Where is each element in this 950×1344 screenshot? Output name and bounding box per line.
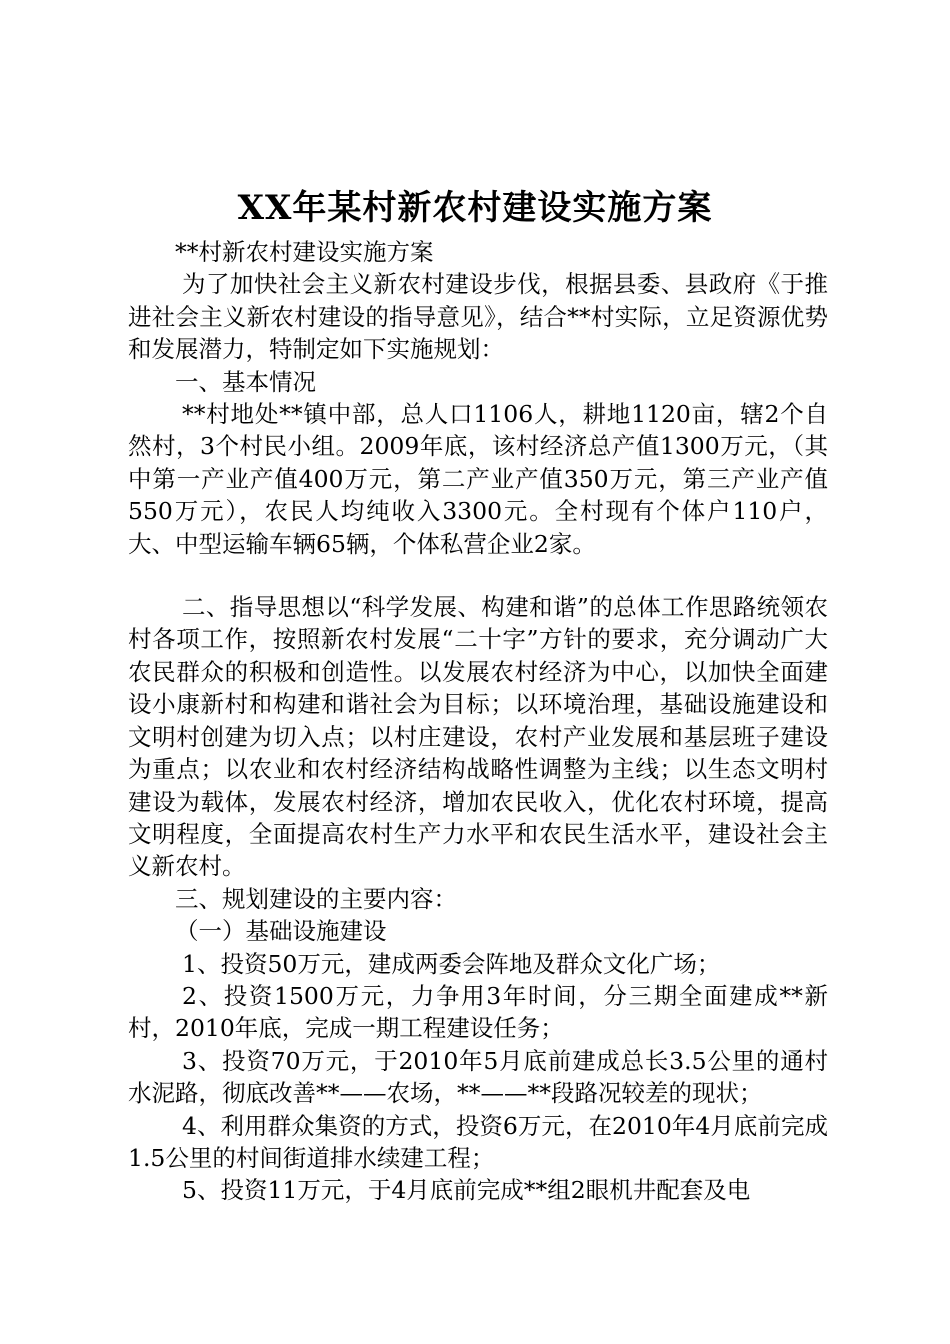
list-item-4: 4、利用群众集资的方式，投资6万元，在2010年4月底前完成1.5公里的村间街道排水续建工程； [128,1111,828,1172]
guiding-thought-paragraph: 二、指导思想以“科学发展、构建和谐”的总体工作思路统领农村各项工作，按照新农村发展“二十字”方针的要求，充分调动广大农民群众的积极和创造性。以发展农村经济为中心，以加快全面建设小康新村和构建和谐社会为目标；以环境治理，基础设施建设和文明村创建为切入点；以村庄建设，农村产业发展和基层班子建设为重点；以农业和农村经济结构战略性调整为主线；以生态文明村建设为载体，发展农村经济，增加农民收入，优化农村环境，提高文明程度，全面提高农村生产力水平和农民生活水平，建设社会主义新农村。 [128,593,828,881]
list-item-5: 5、投资11万元，于4月底前完成**组2眼机井配套及电 [182,1176,751,1205]
section-heading-main-content: 三、规划建设的主要内容： [175,884,457,913]
paragraph-gap [128,560,828,591]
intro-paragraph: 为了加快社会主义新农村建设步伐，根据县委、县政府《于推进社会主义新农村建设的指导意见》，结合**村实际，立足资源优势和发展潜力，特制定如下实施规划： [128,270,828,364]
list-item-2: 2、投资1500万元，力争用3年时间，分三期全面建成**新村，2010年底，完成一期工程建设任务； [128,981,828,1043]
subsection-heading-infrastructure: （一）基础设施建设 [175,917,387,946]
section-heading-basic: 一、基本情况 [175,367,316,396]
basic-situation-paragraph: **村地处**镇中部，总人口1106人，耕地1120亩，辖2个自然村，3个村民小组。2009年底，该村经济总产值1300万元，（其中第一产业产值400万元，第二产业产值350万元，第三产业产值550万元），农民人均纯收入3300元。全村现有个体户110户，大、中型运输车辆65辆，个体私营企业2家。 [128,400,828,558]
document-title: XX年某村新农村建设实施方案 [237,188,713,228]
plan-subtitle: **村新农村建设实施方案 [175,238,434,266]
list-item-3: 3、投资70万元，于2010年5月底前建成总长3.5公里的通村水泥路，彻底改善**——农场，**——**段路况较差的现状； [128,1046,828,1108]
document-body [128,236,828,1207]
list-item-1: 1、投资50万元，建成两委会阵地及群众文化广场； [182,949,721,978]
